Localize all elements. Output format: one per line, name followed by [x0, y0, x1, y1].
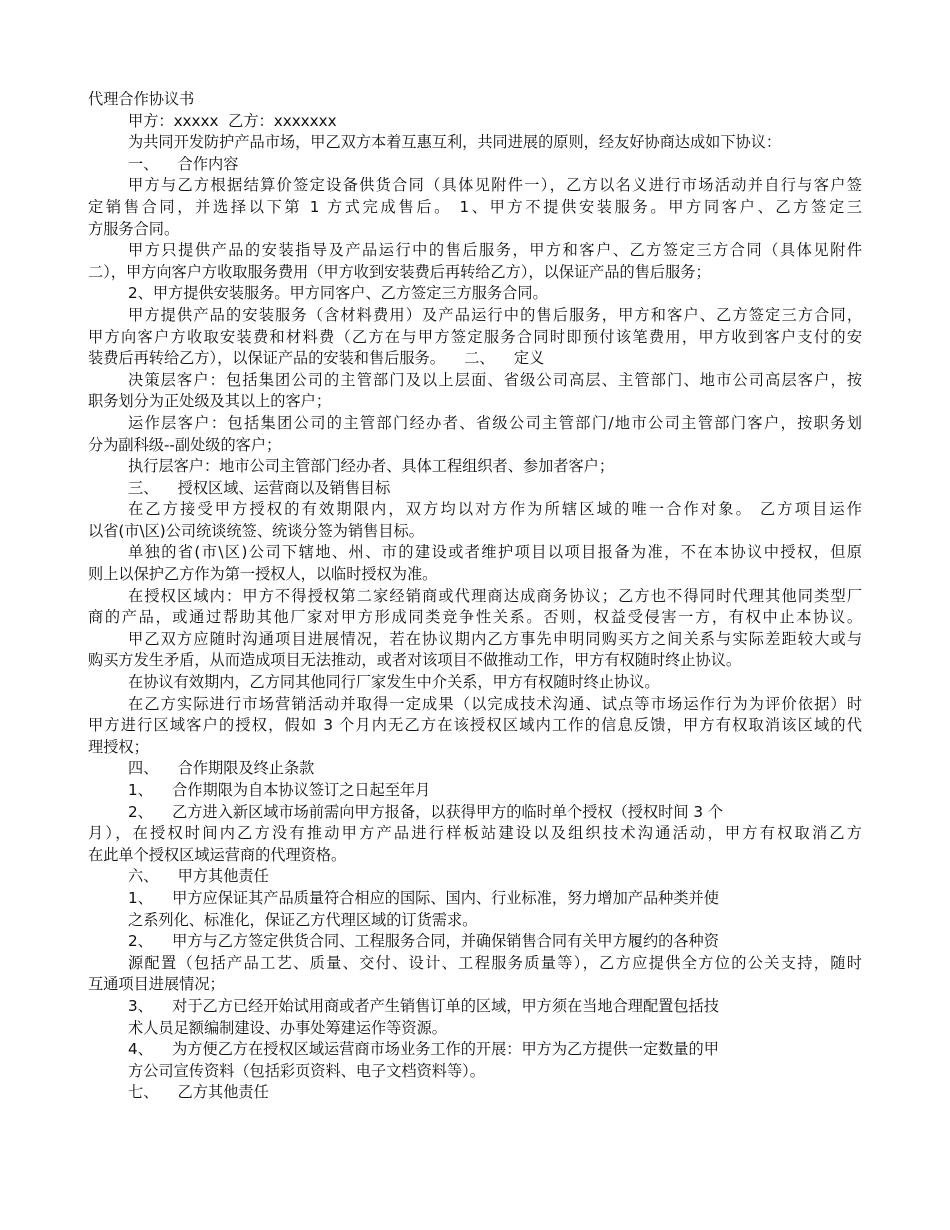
document-line: 甲方与乙方根据结算价签定设备供货合同（具体见附件一），乙方以名义进行市场活动并自行与客户签	[128, 176, 862, 195]
document-line: 在乙方实际进行市场营销活动并取得一定成果（以完成技术沟通、试点等市场运作行为为评价依据）时	[128, 694, 862, 713]
document-line: 在此单个授权区域运营商的代理资格。	[88, 845, 347, 864]
document-line: 甲方：xxxxx 乙方：xxxxxxx	[128, 111, 337, 130]
document-page	[88, 89, 862, 1104]
document-line: 单独的省(市\区)公司下辖地、州、市的建设或者维护项目以项目报备为准，不在本协议中授权，但原	[128, 543, 862, 562]
document-line: 决策层客户：包括集团公司的主管部门及以上层面、省级公司高层、主管部门、地市公司高层客户，按	[128, 370, 862, 389]
document-line: 职务划分为正处级及其以上的客户；	[88, 392, 331, 411]
document-line: 1、 合作期限为自本协议签订之日起至年月	[128, 781, 431, 799]
document-line: 甲方向客户方收取安装费和材料费（乙方在与甲方签定服务合同时即预付该笔费用，甲方收到客户支付的安	[88, 327, 862, 346]
document-line: 在乙方接受甲方授权的有效期限内，双方均以对方作为所辖区域的唯一合作对象。 乙方项目运作	[128, 500, 862, 519]
document-line: 2、 甲方与乙方签定供货合同、工程服务合同，并确保销售合同有关甲方履约的各种资	[128, 932, 719, 951]
document-line: 为共同开发防护产品市场，甲乙双方本着互惠互利，共同进展的原则，经友好协商达成如下协议：	[128, 133, 782, 152]
document-line: 七、 乙方其他责任	[128, 1083, 269, 1102]
document-line: 之系列化、标准化，保证乙方代理区域的订货需求。	[128, 910, 478, 929]
document-line: 甲方提供产品的安装服务（含材料费用）及产品运行中的售后服务，甲方和客户、乙方签定三方合同，	[128, 305, 862, 324]
document-line: 定销售合同，并选择以下第 1 方式完成售后。 1、甲方不提供安装服务。甲方同客户、乙方签定三	[88, 197, 862, 216]
document-line: 方服务合同。	[88, 219, 180, 238]
document-line: 购买方发生矛盾，从而造成项目无法推动，或者对该项目不做推动工作，甲方有权随时终止协议。	[88, 651, 742, 670]
document-line: 三、 授权区域、运营商以及销售目标	[128, 478, 391, 497]
document-line: 执行层客户：地市公司主管部门经办者、具体工程组织者、参加者客户；	[128, 457, 614, 476]
document-line: 则上以保护乙方作为第一授权人，以临时授权为准。	[88, 565, 438, 584]
document-line: 方公司宣传资料（包括彩页资料、电子文档资料等）。	[128, 1061, 485, 1080]
document-line: 4、 为方便乙方在授权区域运营商市场业务工作的开展：甲方为乙方提供一定数量的甲	[128, 1040, 719, 1059]
document-title: 代理合作协议书	[88, 90, 195, 108]
document-line: 四、 合作期限及终止条款	[128, 759, 315, 778]
document-line: 二），甲方向客户方收取服务费用（甲方收到安装费后再转给乙方），以保证产品的售后服务；	[88, 262, 711, 281]
document-line: 一、 合作内容	[128, 154, 239, 173]
document-line: 2、甲方提供安装服务。甲方同客户、乙方签定三方服务合同。	[128, 284, 548, 303]
document-line: 在协议有效期内，乙方同其他同行厂家发生中介关系，甲方有权随时终止协议。	[128, 673, 660, 692]
document-line: 商的产品，或通过帮助其他厂家对甲方形成同类竞争性关系。否则，权益受侵害一方，有权中止本协议。	[88, 608, 862, 627]
document-line: 运作层客户：包括集团公司的主管部门经办者、省级公司主管部门/地市公司主管部门客户，按职务划	[128, 413, 862, 432]
document-line: 2、 乙方进入新区域市场前需向甲方报备，以获得甲方的临时单个授权（授权时间 3 个	[128, 802, 724, 821]
document-line: 六、 甲方其他责任	[128, 867, 269, 886]
document-line: 互通项目进展情况；	[88, 975, 225, 994]
document-line: 分为副科级--副处级的客户；	[88, 435, 282, 454]
document-line: 甲方进行区域客户的授权，假如 3 个月内无乙方在该授权区域内工作的信息反馈，甲方有权取消该区域的代	[88, 716, 862, 735]
document-line: 源配置（包括产品工艺、质量、交付、设计、工程服务质量等），乙方应提供全方位的公关支持，随时	[128, 953, 862, 972]
document-line: 月），在授权时间内乙方没有推动甲方产品进行样板站建设以及组织技术沟通活动，甲方有权取消乙方	[88, 824, 862, 843]
document-line: 理授权；	[88, 737, 149, 756]
document-line: 1、 甲方应保证其产品质量符合相应的国际、国内、行业标准，努力增加产品种类并使	[128, 888, 719, 907]
document-line: 在授权区域内：甲方不得授权第二家经销商或代理商达成商务协议；乙方也不得同时代理其他同类型厂	[128, 586, 862, 605]
document-line: 甲乙双方应随时沟通项目进展情况，若在协议期内乙方事先申明同购买方之间关系与实际差距较大或与	[128, 629, 862, 648]
document-line: 3、 对于乙方已经开始试用商或者产生销售订单的区域，甲方须在当地合理配置包括技	[128, 996, 719, 1015]
document-line: 以省(市\区)公司统谈统签、统谈分签为销售目标。	[88, 521, 424, 540]
document-line: 术人员足额编制建设、办事处筹建运作等资源。	[128, 1018, 447, 1037]
document-line: 甲方只提供产品的安装指导及产品运行中的售后服务，甲方和客户、乙方签定三方合同（具体见附件	[128, 241, 862, 260]
document-line: 装费后再转给乙方），以保证产品的安装和售后服务。 二、 定义	[88, 349, 545, 368]
